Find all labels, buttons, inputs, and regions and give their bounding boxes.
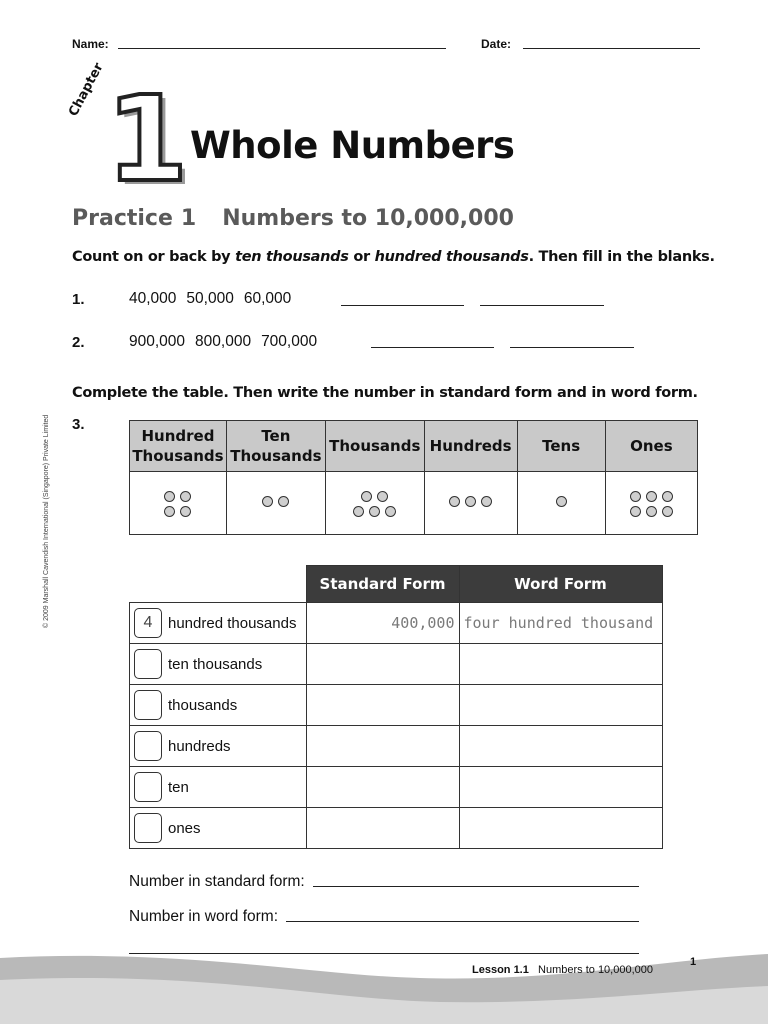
- standard-form-header: Standard Form: [306, 566, 459, 603]
- counter-dot: [353, 506, 364, 517]
- date-field[interactable]: [523, 48, 700, 49]
- word-form-cell[interactable]: [459, 808, 662, 849]
- instruction-text: Count on or back by: [72, 249, 236, 265]
- place-dots-cell: [517, 472, 605, 535]
- place-label: ones: [168, 819, 201, 837]
- place-header: Hundred Thousands: [130, 421, 227, 472]
- place-label: ten: [168, 778, 189, 796]
- instruction-emphasis: ten thousands: [235, 249, 349, 265]
- place-dots: [164, 491, 191, 517]
- dot-row: [353, 506, 396, 517]
- place-value-table: [129, 420, 698, 535]
- place-dots-cell: [424, 472, 517, 535]
- sequence-value: 900,000: [129, 333, 186, 350]
- digit-box[interactable]: [134, 731, 162, 761]
- dot-row: [164, 491, 191, 502]
- date-label: Date:: [481, 37, 512, 51]
- counter-dot: [180, 491, 191, 502]
- dot-row: [361, 491, 388, 502]
- counter-dot: [646, 506, 657, 517]
- digit-box[interactable]: [134, 772, 162, 802]
- counter-dot: [449, 496, 460, 507]
- counter-dot: [630, 506, 641, 517]
- practice-label: Practice: [72, 206, 173, 231]
- instruction-text: or: [348, 249, 375, 265]
- place-dots-cell: [605, 472, 697, 535]
- place-label: thousands: [168, 696, 238, 714]
- place-header: Hundreds: [424, 421, 517, 472]
- name-field[interactable]: [118, 48, 446, 49]
- counter-dot: [481, 496, 492, 507]
- counter-dot: [164, 491, 175, 502]
- counter-dot: [262, 496, 273, 507]
- place-label: hundred thousands: [168, 614, 297, 632]
- footer-lesson: [472, 964, 653, 976]
- word-form-cell[interactable]: four hundred thousand: [459, 603, 662, 644]
- counter-dot: [556, 496, 567, 507]
- counter-dot: [385, 506, 396, 517]
- word-form-label: Number in word form:: [129, 908, 279, 925]
- dot-row: [262, 496, 289, 507]
- instruction-emphasis: hundred thousands: [374, 249, 529, 265]
- standard-form-cell[interactable]: [306, 685, 459, 726]
- instruction-2: Complete the table. Then write the number in standard form and in word form.: [72, 385, 698, 401]
- place-header: Thousands: [325, 421, 424, 472]
- footer-wave: [0, 950, 768, 1024]
- word-form-cell[interactable]: [459, 644, 662, 685]
- place-dots-cell: [226, 472, 325, 535]
- place-dots-cell: [325, 472, 424, 535]
- counter-dot: [662, 491, 673, 502]
- question-number: 3.: [72, 416, 85, 433]
- standard-form-answer[interactable]: [313, 886, 639, 887]
- word-form-header: Word Form: [459, 566, 662, 603]
- place-dots: [353, 491, 396, 517]
- place-dots: [556, 496, 567, 507]
- chapter-title: Whole Numbers: [190, 124, 515, 167]
- sequence-value: 40,000: [129, 290, 177, 307]
- word-form-cell[interactable]: [459, 685, 662, 726]
- practice-heading: [72, 206, 514, 231]
- standard-form-cell[interactable]: [306, 726, 459, 767]
- place-dots: [262, 496, 289, 507]
- dot-row: [556, 496, 567, 507]
- sequence-value: 50,000: [186, 290, 234, 307]
- lesson-label: Lesson 1.1: [472, 964, 529, 976]
- dot-row: [164, 506, 191, 517]
- counter-dot: [630, 491, 641, 502]
- digit-box[interactable]: 4: [134, 608, 162, 638]
- place-label: ten thousands: [168, 655, 263, 673]
- blank-answer[interactable]: [371, 347, 494, 348]
- standard-form-cell[interactable]: [306, 808, 459, 849]
- sequence-2: [129, 333, 327, 351]
- copyright-notice: © 2009 Marshall Cavendish International (Singapore) Private Limited: [43, 414, 50, 628]
- place-header: Ten Thousands: [226, 421, 325, 472]
- standard-form-cell[interactable]: [306, 644, 459, 685]
- digit-box[interactable]: [134, 690, 162, 720]
- standard-form-cell[interactable]: [306, 767, 459, 808]
- blank-header: [130, 566, 307, 603]
- word-form-answer[interactable]: [286, 921, 639, 922]
- dot-row: [630, 491, 673, 502]
- practice-number: 1: [180, 206, 197, 231]
- word-form-cell[interactable]: [459, 767, 662, 808]
- counter-dot: [646, 491, 657, 502]
- place-header: Ones: [605, 421, 697, 472]
- dot-row: [630, 506, 673, 517]
- counter-dot: [369, 506, 380, 517]
- blank-answer[interactable]: [510, 347, 634, 348]
- dot-row: [449, 496, 492, 507]
- blank-answer[interactable]: [341, 305, 464, 306]
- place-header: Tens: [517, 421, 605, 472]
- place-dots-cell: [130, 472, 227, 535]
- standard-form-label: Number in standard form:: [129, 873, 305, 890]
- counter-dot: [180, 506, 191, 517]
- chapter-number: 1: [106, 70, 189, 208]
- place-dots: [630, 491, 673, 517]
- counter-dot: [361, 491, 372, 502]
- sequence-value: 700,000: [261, 333, 318, 350]
- instruction-text: . Then fill in the blanks.: [528, 249, 715, 265]
- place-label: hundreds: [168, 737, 231, 755]
- chapter-word: Chapter: [66, 60, 107, 120]
- digit-box[interactable]: [134, 649, 162, 679]
- sequence-1: [129, 290, 301, 308]
- question-number: 2.: [72, 334, 85, 351]
- sequence-value: 800,000: [195, 333, 252, 350]
- place-dots: [449, 496, 492, 507]
- name-label: Name:: [72, 37, 109, 51]
- form-table: [129, 565, 663, 849]
- page-number: 1: [690, 956, 697, 968]
- counter-dot: [164, 506, 175, 517]
- blank-answer[interactable]: [480, 305, 604, 306]
- word-form-cell[interactable]: [459, 726, 662, 767]
- standard-form-cell[interactable]: 400,000: [306, 603, 459, 644]
- instruction-1: [72, 249, 715, 265]
- counter-dot: [662, 506, 673, 517]
- practice-title: Numbers to 10,000,000: [222, 206, 514, 231]
- counter-dot: [377, 491, 388, 502]
- counter-dot: [465, 496, 476, 507]
- sequence-value: 60,000: [243, 290, 292, 307]
- digit-box[interactable]: [134, 813, 162, 843]
- lesson-title: Numbers to 10,000,000: [538, 964, 653, 976]
- question-number: 1.: [72, 291, 85, 308]
- counter-dot: [278, 496, 289, 507]
